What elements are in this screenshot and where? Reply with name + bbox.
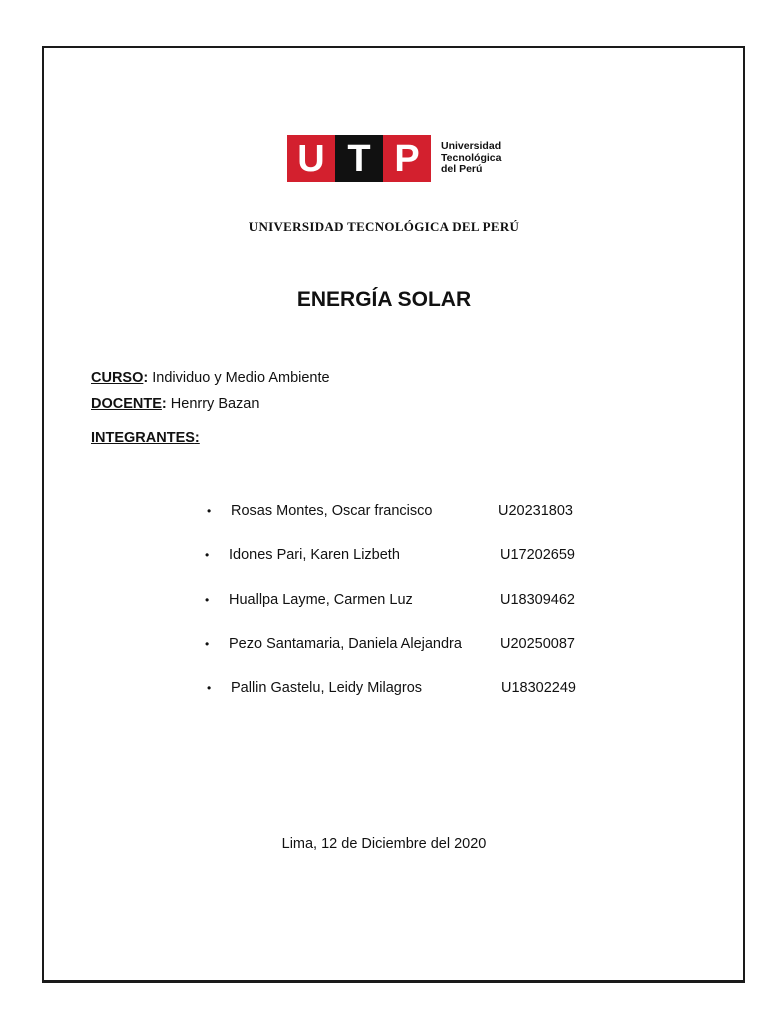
integrantes-label: INTEGRANTES [91, 430, 195, 446]
member-name: Huallpa Layme, Carmen Luz [229, 592, 413, 608]
member-code: U20250087 [500, 636, 575, 652]
list-item [205, 590, 625, 610]
list-item [205, 501, 625, 521]
list-item [205, 634, 625, 654]
logo-letter-u: U [287, 135, 335, 182]
document-date: Lima, 12 de Diciembre del 2020 [281, 836, 487, 852]
docente-colon: : [161, 396, 167, 412]
member-name: Pezo Santamaria, Daniela Alejandra [229, 636, 462, 652]
bullet: • [205, 637, 210, 651]
curso-value: Individuo y Medio Ambiente [152, 370, 330, 386]
university-name: UNIVERSIDAD TECNOLÓGICA DEL PERÚ [248, 219, 520, 234]
logo-wordmark [441, 135, 501, 182]
list-item [205, 545, 625, 565]
logo-text-line-1: Universidad [441, 140, 502, 153]
curso-colon: : [143, 370, 149, 386]
logo-text-line-3: del Perú [441, 163, 483, 176]
integrantes-field [91, 430, 200, 446]
logo-letter-p: P [383, 135, 431, 182]
member-code: U17202659 [500, 547, 575, 563]
member-code: U20231803 [498, 503, 573, 519]
member-code: U18309462 [500, 592, 575, 608]
list-item [205, 678, 625, 698]
member-name: Pallin Gastelu, Leidy Milagros [231, 680, 423, 696]
utp-logo [287, 135, 501, 182]
bullet: • [205, 593, 210, 607]
document-title: ENERGÍA SOLAR [296, 288, 472, 311]
docente-value: Henrry Bazan [170, 396, 260, 412]
member-code: U18302249 [501, 680, 576, 696]
member-name: Rosas Montes, Oscar francisco [231, 503, 433, 519]
bullet: • [205, 548, 210, 562]
bullet: • [207, 504, 212, 518]
logo-letter-t: T [335, 135, 383, 182]
logo-text-line-2: Tecnológica [441, 151, 502, 164]
curso-label: CURSO [91, 370, 144, 386]
member-name: Idones Pari, Karen Lizbeth [229, 547, 400, 563]
docente-field [91, 396, 259, 412]
curso-field [91, 370, 330, 386]
bullet: • [207, 681, 212, 695]
integrantes-colon: : [194, 430, 200, 446]
docente-label: DOCENTE [91, 396, 162, 412]
